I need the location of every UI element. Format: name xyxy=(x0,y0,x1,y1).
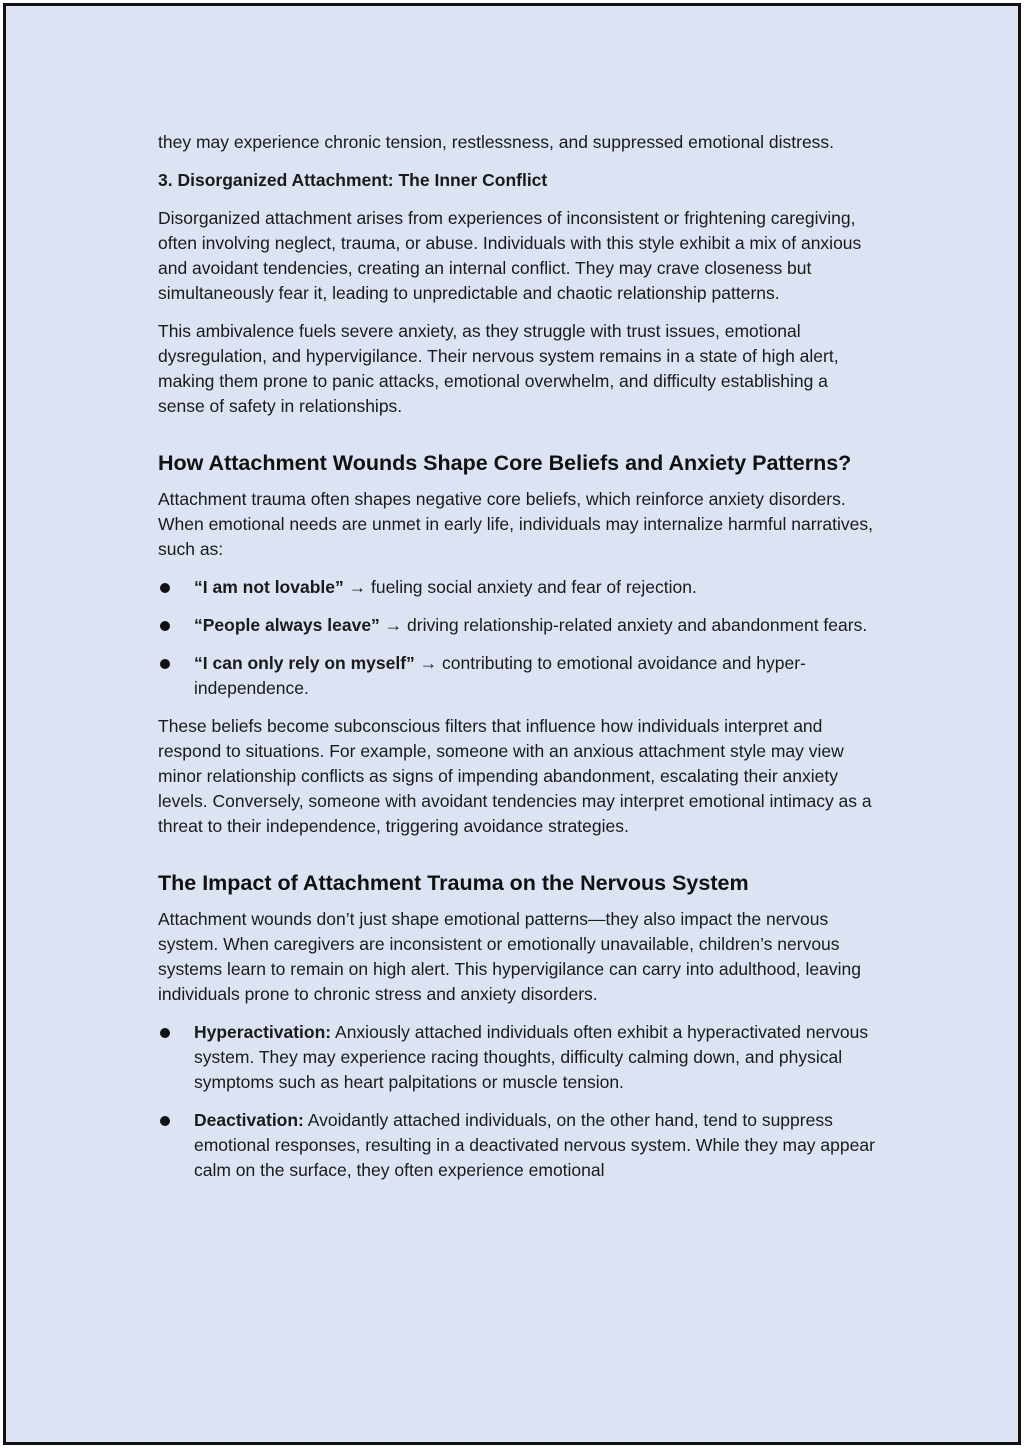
belief-quote: “People always leave” xyxy=(194,615,380,635)
term-label: Hyperactivation: xyxy=(194,1022,332,1042)
term-description: Anxiously attached individuals often exhibit a hyperactivated nervous system. They may experience racing thoughts, difficulty calming down, and physical symptoms such as heart palpitations or muscle tension. xyxy=(194,1022,869,1092)
core-beliefs-closing: These beliefs become subconscious filters that influence how individuals interpret and respond to situations. For example, someone with an anxious attachment style may view minor relationship conflicts as signs of impending abandonment, escalating their anxiety levels. Conversely, someone with avoidant tendencies may interpret emotional intimacy as a threat to their independence, triggering avoidance strategies. xyxy=(158,716,872,836)
belief-description: → contributing to emotional avoidance and hyper-independence. xyxy=(194,653,806,698)
document-page xyxy=(3,3,1021,1445)
list-item xyxy=(158,1108,878,1183)
list-item xyxy=(158,613,878,638)
list-item xyxy=(158,575,878,600)
nervous-system-intro: Attachment wounds don’t just shape emotional patterns—they also impact the nervous system. When caregivers are inconsistent or emotionally unavailable, children’s nervous systems learn to remain on high alert. This hypervigilance can carry into adulthood, leaving individuals prone to chronic stress and anxiety disorders. xyxy=(158,909,861,1004)
bullet-icon xyxy=(160,1116,170,1126)
disorganized-paragraph-2: This ambivalence fuels severe anxiety, as they struggle with trust issues, emotional dysregulation, and hypervigilance. Their nervous system remains in a state of high alert, making them prone to panic attacks, emotional overwhelm, and difficulty establishing a sense of safety in relationships. xyxy=(158,321,839,416)
bullet-icon xyxy=(160,583,170,593)
nervous-system-heading: The Impact of Attachment Trauma on the Nervous System xyxy=(158,871,749,895)
list-item xyxy=(158,1020,878,1095)
intro-continuation-paragraph: they may experience chronic tension, restlessness, and suppressed emotional distress. xyxy=(158,132,835,152)
bullet-icon xyxy=(160,1028,170,1038)
core-beliefs-list xyxy=(158,575,878,701)
disorganized-attachment-heading: 3. Disorganized Attachment: The Inner Conflict xyxy=(158,170,548,190)
disorganized-paragraph-1: Disorganized attachment arises from experiences of inconsistent or frightening caregiving, often involving neglect, trauma, or abuse. Individuals with this style exhibit a mix of anxious and avoidant tendencies, creating an internal conflict. They may crave closeness but simultaneously fear it, leading to unpredictable and chaotic relationship patterns. xyxy=(158,208,862,303)
core-beliefs-heading: How Attachment Wounds Shape Core Beliefs and Anxiety Patterns? xyxy=(158,451,852,475)
term-label: Deactivation: xyxy=(194,1110,304,1130)
term-description: Avoidantly attached individuals, on the other hand, tend to suppress emotional responses, resulting in a deactivated nervous system. While they may appear calm on the surface, they often experience emotional xyxy=(194,1110,875,1180)
page-content xyxy=(158,130,878,1196)
list-item xyxy=(158,651,878,701)
bullet-icon xyxy=(160,659,170,669)
belief-quote: “I am not lovable” xyxy=(194,577,344,597)
bullet-icon xyxy=(160,621,170,631)
nervous-system-list xyxy=(158,1020,878,1183)
core-beliefs-intro: Attachment trauma often shapes negative core beliefs, which reinforce anxiety disorders. When emotional needs are unmet in early life, individuals may internalize harmful narratives, such as: xyxy=(158,489,873,559)
belief-quote: “I can only rely on myself” xyxy=(194,653,415,673)
belief-description: → fueling social anxiety and fear of rejection. xyxy=(343,577,697,597)
belief-description: → driving relationship-related anxiety and abandonment fears. xyxy=(379,615,868,635)
